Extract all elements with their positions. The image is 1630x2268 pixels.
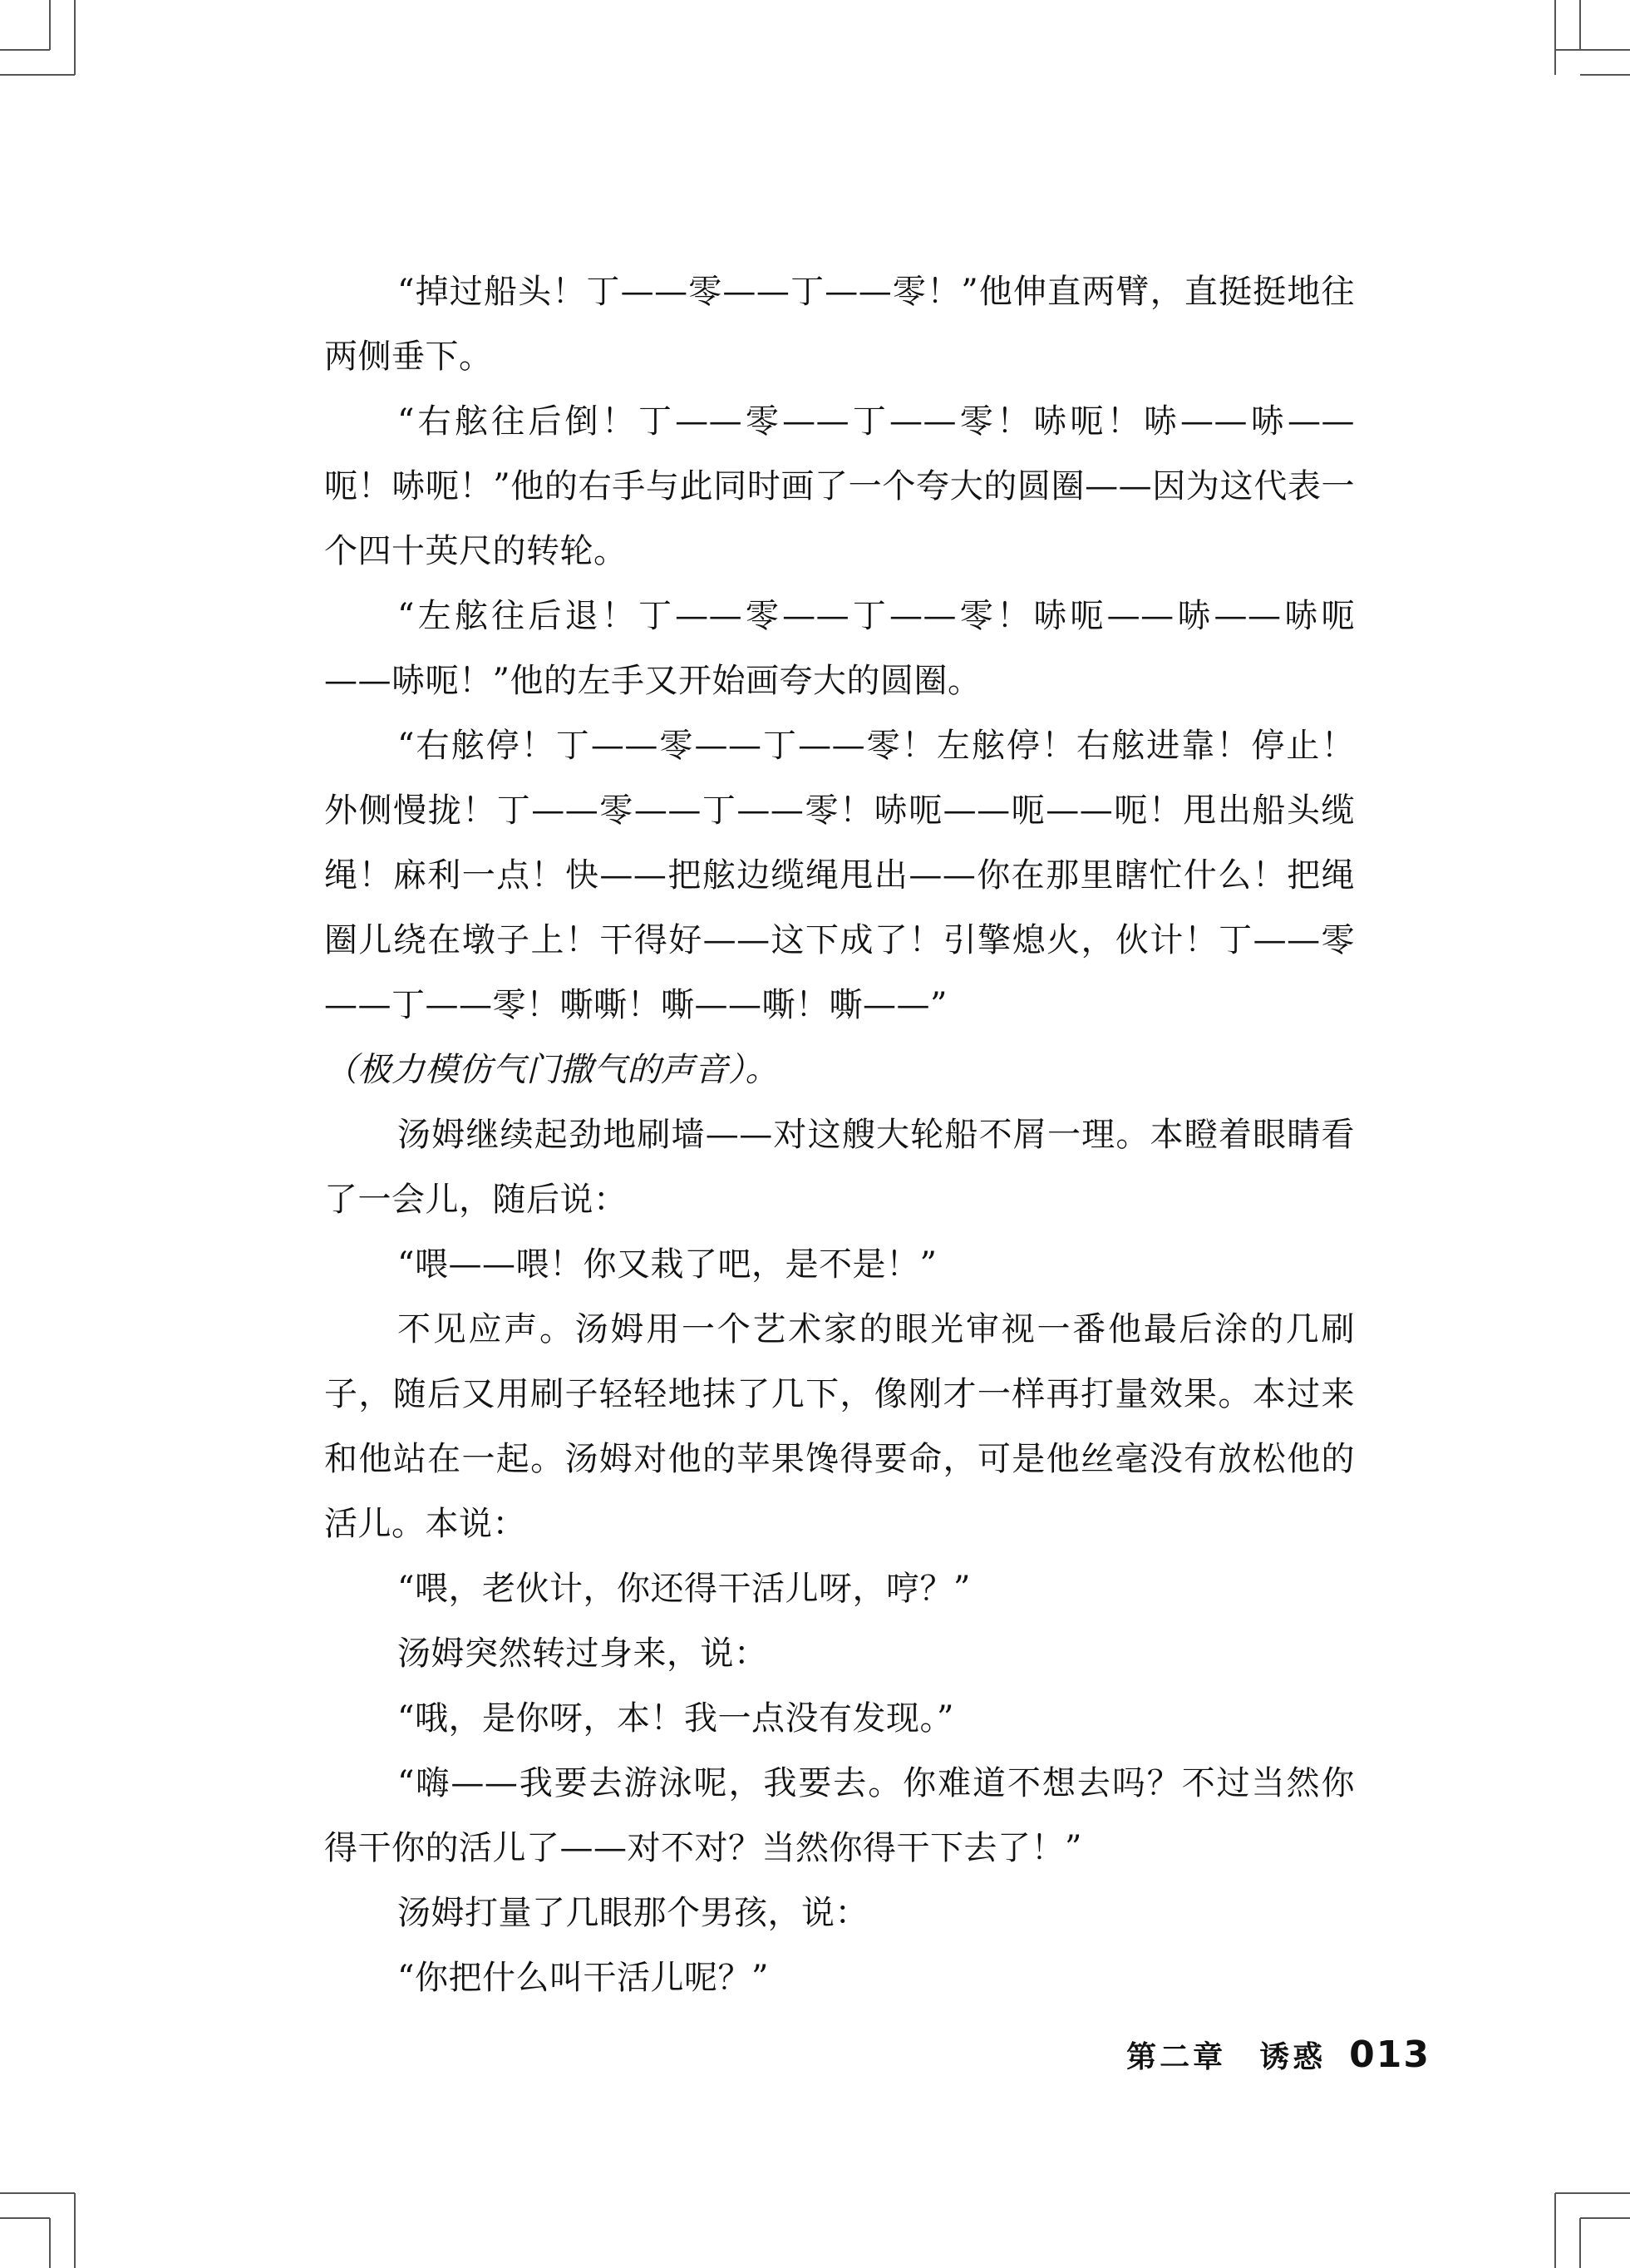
paragraph: “你把什么叫干活儿呢？” <box>397 1959 769 1997</box>
paragraph: 汤姆突然转过身来，说： <box>397 1634 768 1673</box>
paragraph: “嗨——我要去游泳呢，我要去。你难道不想去吗？不过当然你得干你的活儿了——对不对？当然你得干下去了！” <box>324 1764 1355 1867</box>
paragraph: 汤姆打量了几眼那个男孩，说： <box>397 1894 869 1932</box>
page-footer <box>1126 2034 1431 2076</box>
stage-direction: （极力模仿气门撒气的声音）。 <box>324 1051 779 1089</box>
paragraph: “喂，老伙计，你还得干活儿呀，哼？” <box>397 1570 971 1608</box>
paragraph: “左舷往后退！丁——零——丁——零！哧呃——哧——哧呃——哧呃！”他的左手又开始画夸大的圆圈。 <box>324 597 1355 700</box>
paragraph: 不见应声。汤姆用一个艺术家的眼光审视一番他最后涂的几刷子，随后又用刷子轻轻地抹了几下，像刚才一样再打量效果。本过来和他站在一起。汤姆对他的苹果馋得要命，可是他丝毫没有放松他的活儿。本说： <box>324 1310 1355 1543</box>
paragraph: “右舷停！丁——零——丁——零！左舷停！右舷进靠！停止！外侧慢拢！丁——零——丁——零！哧呃——呃——呃！甩出船头缆绳！麻利一点！快——把舷边缆绳甩出——你在那里瞎忙什么！把绳圈儿绕在墩子上！干得好——这下成了！引擎熄火，伙计！丁——零——丁——零！嘶嘶！嘶——嘶！嘶——” <box>324 727 1355 1024</box>
page-number: 013 <box>1349 2034 1431 2076</box>
chapter-title: 第二章 诱惑 <box>1126 2040 1327 2074</box>
paragraph: “右舷往后倒！丁——零——丁——零！哧呃！哧——哧——呃！哧呃！”他的右手与此同时画了一个夸大的圆圈——因为这代表一个四十英尺的转轮。 <box>324 402 1355 570</box>
paragraph: “喂——喂！你又栽了吧，是不是！” <box>397 1245 938 1284</box>
paragraph: “哦，是你呀，本！我一点没有发现。” <box>397 1699 954 1738</box>
paragraph: “掉过船头！丁——零——丁——零！”他伸直两臂，直挺挺地往两侧垂下。 <box>324 273 1355 376</box>
body-text <box>324 259 1355 2010</box>
paragraph: 汤姆继续起劲地刷墙——对这艘大轮船不屑一理。本瞪着眼睛看了一会儿，随后说： <box>324 1116 1355 1219</box>
